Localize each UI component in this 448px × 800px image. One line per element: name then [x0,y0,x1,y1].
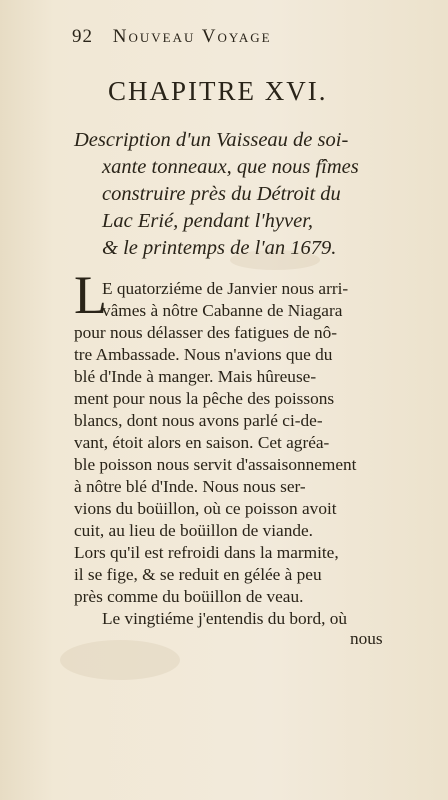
summary-line: Lac Erié, pendant l'hyver, [102,210,314,232]
summary-line: Description d'un Vaisseau de soi- [74,129,349,151]
body-line: pour nous délasser des fatigues de nô- [74,323,337,342]
body-line: tre Ambassade. Nous n'avions que du [74,345,333,364]
body-line: vions du boüillon, où ce poisson avoit [74,499,337,518]
summary-line: & le printemps de l'an 1679. [102,237,337,259]
catchword: nous [350,629,383,648]
body-line: E quatorziéme de Janvier nous arri- [102,279,349,298]
chapter-title: CHAPITRE XVI. [108,76,328,106]
body-line: près comme du boüillon de veau. [74,587,304,606]
paper-stain [60,640,180,680]
body-line: blancs, dont nous avons parlé ci-de- [74,411,323,430]
summary-line: xante tonneaux, que nous fîmes [102,156,359,178]
running-header [72,26,372,48]
body-line: blé d'Inde à manger. Mais hûreuse- [74,367,317,386]
running-title: Nouveau Voyage [112,26,272,47]
summary-line: construire près du Détroit du [102,183,341,205]
body-line: vâmes à nôtre Cabanne de Niagara [102,301,343,320]
body-line: Lors qu'il est refroidi dans la marmite, [74,543,339,562]
body-line: cuit, au lieu de boüillon de viande. [74,521,313,540]
drop-cap: L [74,265,107,325]
body-line: Le vingtiéme j'entendis du bord, où [102,609,348,628]
page-number: 92 [72,26,93,47]
body-line: à nôtre blé d'Inde. Nous nous ser- [74,477,306,496]
body-line: vant, étoit alors en saison. Cet agréa- [74,433,330,452]
body-line: ment pour nous la pêche des poissons [74,389,335,408]
body-line: ble poisson nous servit d'assaisonnement [74,455,357,474]
body-line: il se fige, & se reduit en gélée à peu [74,565,322,584]
